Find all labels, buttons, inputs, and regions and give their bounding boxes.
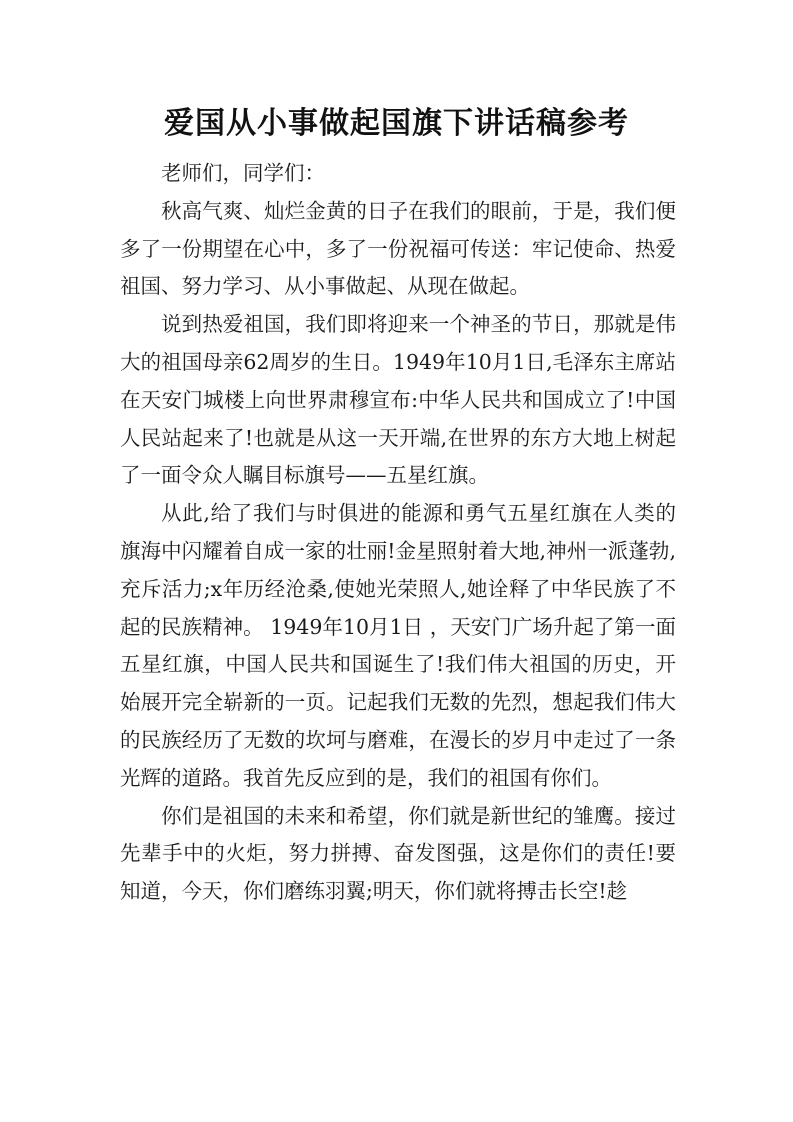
document-body: [120, 155, 676, 911]
body-paragraph: 从此,给了我们与时俱进的能源和勇气五星红旗在人类的旗海中闪耀着自成一家的壮丽!金星照射着大地,神州一派蓬勃,充斥活力;x年历经沧桑,使她光荣照人,她诠释了中华民族了不起的民族精神。 1949年10月1日 ，天安门广场升起了第一面五星红旗，中国人民共和国诞生了!我们伟大祖国的历史，开始展开完全崭新的一页。记起我们无数的先烈，想起我们伟大的民族经历了无数的坎坷与磨难，在漫长的岁月中走过了一条光辉的道路。我首先反应到的是，我们的祖国有你们。: [120, 501, 676, 790]
salutation-paragraph: 老师们，同学们：: [161, 161, 325, 185]
body-paragraph: 说到热爱祖国，我们即将迎来一个神圣的节日，那就是伟大的祖国母亲62周岁的生日。1949年10月1日,毛泽东主席站在天安门城楼上向世界肃穆宣布:中华人民共和国成立了!中国人民站起来了!也就是从这一天开端,在世界的东方大地上树起了一面令众人瞩目标旗号——五星红旗。: [120, 312, 676, 488]
body-paragraph: 你们是祖国的未来和希望，你们就是新世纪的雏鹰。接过先辈手中的火炬，努力拼搏、奋发图强，这是你们的责任!要知道，今天，你们磨练羽翼;明天，你们就将搏击长空!趁: [120, 803, 676, 904]
document-title: 爱国从小事做起国旗下讲话稿参考: [164, 106, 629, 141]
body-paragraph: 秋高气爽、灿烂金黄的日子在我们的眼前，于是，我们便多了一份期望在心中，多了一份祝福可传送：牢记使命、热爱祖国、努力学习、从小事做起、从现在做起。: [120, 198, 676, 299]
